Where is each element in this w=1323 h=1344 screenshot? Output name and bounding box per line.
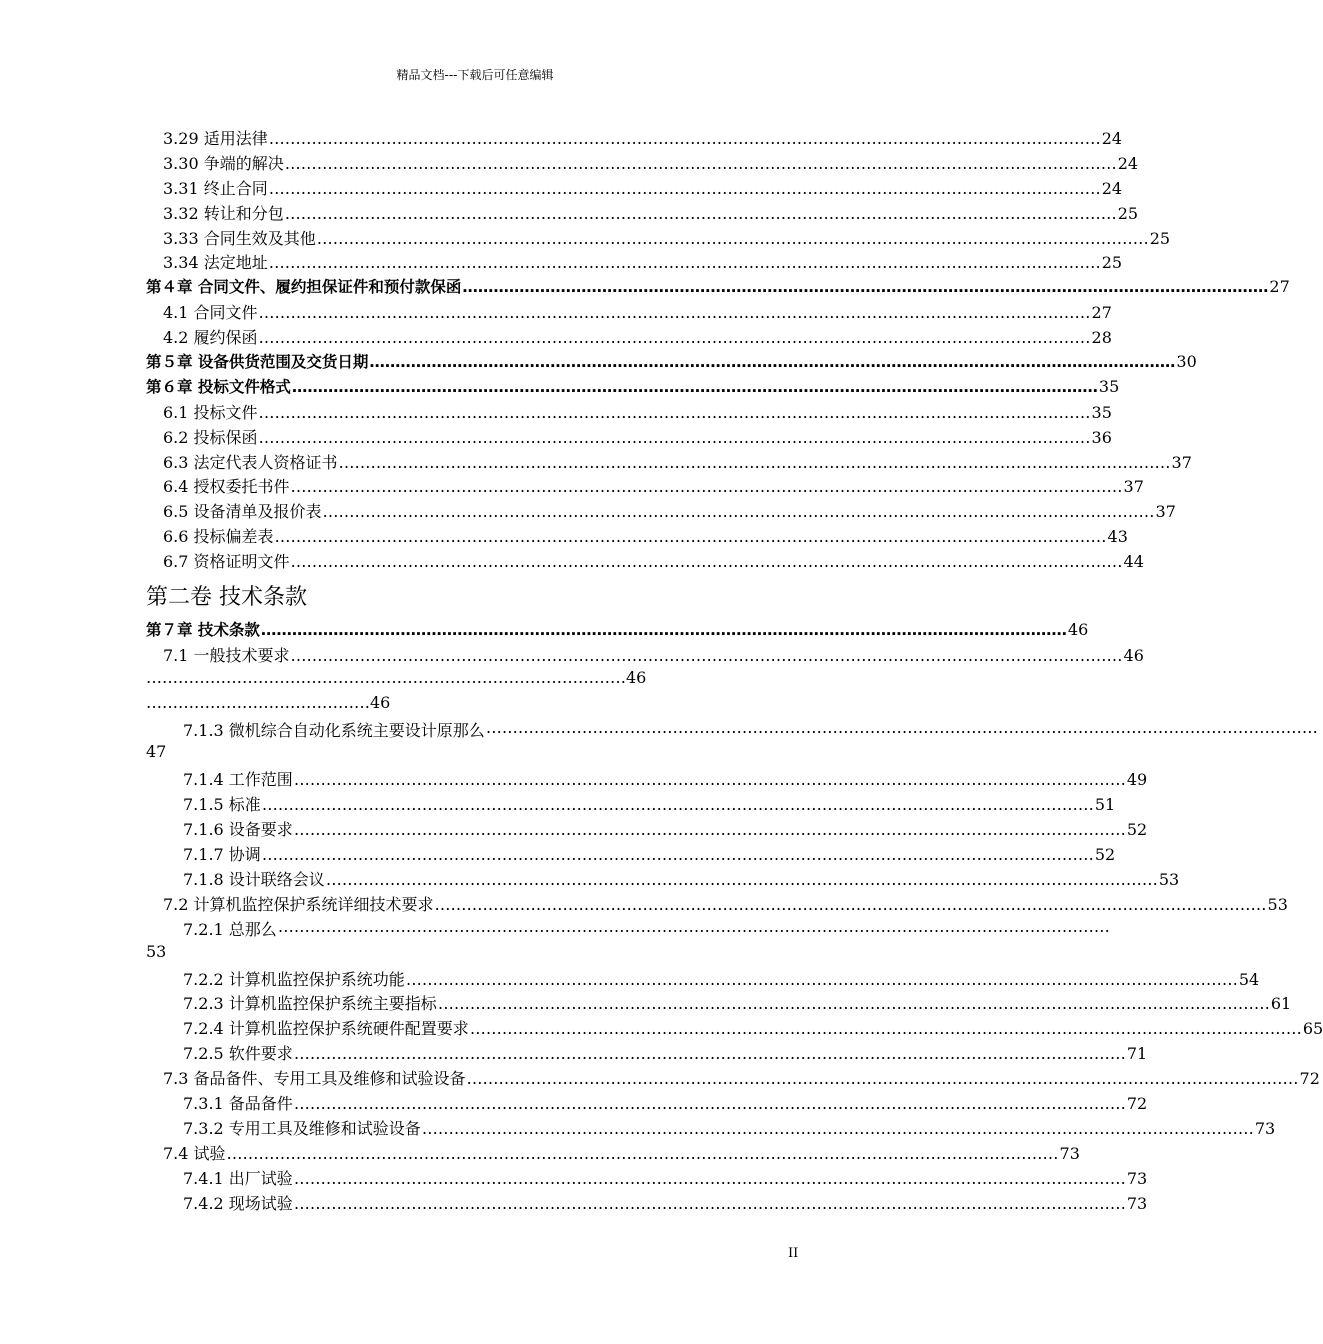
toc-page-number: 44 (1123, 552, 1144, 572)
toc-leader: ………………………………………………………………………………………………………………………………………… (284, 153, 1117, 173)
toc-page-number: 30 (1176, 352, 1197, 372)
toc-leader: ………………………………………………………………………………………………………………………………………… (293, 820, 1126, 840)
toc-page-number: 73 (1059, 1143, 1080, 1163)
toc-entry[interactable] (146, 643, 1144, 668)
page-header: 精品文档---下载后可任意编辑 (396, 68, 554, 82)
toc-leader: ………………………………………………………………………………………………………………………………………… (293, 1168, 1126, 1188)
toc-label: 6.5 设备清单及报价表 (163, 502, 322, 522)
toc-label: 7.4.2 现场试验 (183, 1193, 293, 1213)
toc-label: 3.31 终止合同 (163, 178, 268, 198)
toc-leader: ………………………………………………………………………………………………………………………………………… (268, 178, 1101, 198)
toc-orphan-line (146, 693, 806, 718)
toc-entry[interactable] (146, 250, 1123, 275)
toc-leader: ………………………………………………………………………………………………………………………………………… (405, 969, 1238, 989)
toc-label: 3.34 法定地址 (163, 253, 268, 273)
toc-page-number: 53 (1267, 894, 1288, 914)
toc-leader: ………………………………………………………………………………………………………………………………………… (277, 916, 1110, 936)
page-number-footer: II (788, 1246, 799, 1261)
toc-entry[interactable] (146, 842, 1116, 867)
toc-page-number: 36 (1091, 427, 1112, 447)
toc-label: 7.1.3 微机综合自动化系统主要设计原那么 (183, 720, 485, 740)
toc-leader: ………………………………………………………………………………………………………………………………………… (469, 1019, 1302, 1039)
toc-leader: ………………………………………………………………………………………………………………………………………… (325, 869, 1158, 889)
toc-label: 4.2 履约保函 (163, 328, 258, 348)
toc-orphan-line (146, 668, 806, 693)
toc-leader: ………………………………………………………………………………………………………………………………………… (293, 1193, 1126, 1213)
toc-page-number: 28 (1091, 328, 1112, 348)
toc-label: 7.1 一般技术要求 (163, 645, 290, 665)
toc-label: 第４章 合同文件、履约担保证件和预付款保函 (146, 278, 462, 297)
toc-entry[interactable] (146, 450, 1192, 475)
toc-leader: ………………………………………………………………………………………………………………………………………… (369, 353, 1176, 372)
toc-leader: ………………………………………………………………………………………………………………………………………… (261, 795, 1094, 815)
toc-label: 7.2.5 软件要求 (183, 1044, 293, 1064)
toc-page-number: 46 (370, 692, 391, 712)
toc-entry[interactable] (146, 400, 1112, 425)
toc-leader: ………………………………………………………………………………………………………………………………………… (293, 1093, 1126, 1113)
toc-entry[interactable] (146, 474, 1144, 499)
toc-page-number: 25 (1117, 203, 1139, 223)
toc-page-number: 37 (1171, 452, 1192, 472)
toc-leader: ………………………………………………………………………………………………………………………………………… (316, 228, 1149, 248)
toc-page-number: 73 (1254, 1118, 1276, 1138)
toc-leader: ………………………………………………………………………………………………………………………………………… (284, 203, 1117, 223)
toc-entry[interactable] (146, 350, 1197, 375)
toc-page-number: 27 (1091, 303, 1112, 323)
toc-page-number: 35 (1098, 376, 1120, 396)
volume-title: 第二卷 技术条款 (146, 585, 307, 611)
toc-page-number: 37 (1123, 477, 1144, 497)
toc-label: 7.1.8 设计联络会议 (183, 869, 325, 889)
toc-page-number: 65 (1302, 1019, 1323, 1039)
toc-page-number: 25 (1101, 253, 1123, 273)
toc-page-number: 35 (1091, 402, 1112, 422)
toc-page-number: 53 (146, 941, 167, 961)
toc-page-number: 46 (1123, 645, 1144, 665)
toc-entry[interactable] (146, 176, 1123, 201)
toc-leader: ………………………………………………………………………………………………………………………………………… (258, 303, 1091, 323)
toc-page-number: 72 (1126, 1093, 1148, 1113)
toc-label: 7.4 试验 (163, 1143, 226, 1163)
toc-leader: ………………………………………………………………………………………………………………………………………… (338, 452, 1171, 472)
toc-leader: ………………………………………………………………………………………………………………………………………… (290, 645, 1123, 665)
toc-entry[interactable] (146, 892, 1288, 917)
toc-label: 6.6 投标偏差表 (163, 527, 274, 547)
toc-page-number: 49 (1126, 770, 1148, 790)
toc-label: 7.1.6 设备要求 (183, 820, 293, 840)
toc-label: 7.3.2 专用工具及维修和试验设备 (183, 1118, 421, 1138)
toc-page-number: 51 (1094, 795, 1116, 815)
table-of-contents (146, 126, 1323, 1215)
toc-entry[interactable] (146, 226, 1171, 251)
toc-entry[interactable] (146, 767, 1148, 792)
toc-label: 第６章 投标文件格式 (146, 377, 291, 396)
toc-leader: ………………………………………………………………………………………………………………………………………… (290, 552, 1123, 572)
toc-entry[interactable] (146, 201, 1139, 226)
toc-entry[interactable] (146, 151, 1139, 176)
toc-label: 3.33 合同生效及其他 (163, 228, 316, 248)
toc-page-number: 53 (1158, 869, 1180, 889)
toc-label: 6.3 法定代表人资格证书 (163, 452, 338, 472)
toc-leader: ………………………………………………………………………………………………………………………………………… (291, 377, 1098, 396)
toc-page-number: 52 (1126, 820, 1148, 840)
toc-page-number: 47 (146, 742, 167, 762)
toc-entry[interactable] (146, 425, 1112, 450)
toc-entry[interactable] (146, 618, 1089, 643)
toc-leader: ………………………………………………………………………………………………………………………………………… (258, 328, 1091, 348)
toc-leader: ………………………………………………………………………………………………………………………………………… (268, 253, 1101, 273)
toc-entry[interactable] (146, 1016, 1323, 1041)
toc-label: 6.1 投标文件 (163, 402, 258, 422)
toc-label: 7.3.1 备品备件 (183, 1093, 293, 1113)
toc-entry[interactable] (146, 549, 1144, 574)
toc-leader: ………………………………………………………………………………………………………………………………………… (261, 845, 1094, 865)
toc-entry[interactable] (146, 1166, 1148, 1191)
toc-leader: ………………………………………………………………………………………………………………………………………… (290, 477, 1123, 497)
toc-page-number: 24 (1101, 178, 1123, 198)
toc-group-4 (146, 967, 1323, 1216)
toc-page-number: 73 (1126, 1168, 1148, 1188)
toc-entry[interactable] (146, 300, 1112, 325)
toc-entry[interactable] (146, 1066, 1320, 1091)
toc-leader: ……………………………………………………………………………… (146, 667, 626, 687)
toc-entry[interactable] (146, 375, 1120, 400)
toc-entry[interactable] (146, 275, 1290, 300)
toc-label: 7.2.2 计算机监控保护系统功能 (183, 969, 405, 989)
toc-leader: ………………………………………………………………………………………………………………………………………… (274, 527, 1107, 547)
toc-leader: ………………………………………………………………………………………………………………………………………… (260, 621, 1067, 640)
toc-entry[interactable] (146, 792, 1116, 817)
toc-page-number: 25 (1149, 228, 1171, 248)
toc-leader: …………………………………… (146, 692, 370, 712)
toc-label: 3.29 适用法律 (163, 129, 268, 148)
toc-label: 7.2 计算机监控保护系统详细技术要求 (163, 894, 434, 914)
toc-leader: ………………………………………………………………………………………………………………………………………… (322, 502, 1155, 522)
toc-entry[interactable] (146, 867, 1180, 892)
toc-leader: ………………………………………………………………………………………………………………………………………… (485, 717, 1318, 737)
toc-leader: ………………………………………………………………………………………………………………………………………… (293, 1044, 1126, 1064)
toc-entry[interactable] (146, 499, 1176, 524)
toc-label: 6.4 授权委托书件 (163, 477, 290, 497)
toc-page-number: 52 (1094, 845, 1116, 865)
toc-page-number: 46 (1067, 620, 1089, 640)
toc-page-number: 72 (1299, 1069, 1320, 1089)
toc-leader: ………………………………………………………………………………………………………………………………………… (434, 894, 1267, 914)
toc-leader: ………………………………………………………………………………………………………………………………………… (421, 1118, 1254, 1138)
toc-label: 7.1.4 工作范围 (183, 770, 293, 790)
toc-page-number: 43 (1107, 527, 1128, 547)
toc-label: 7.2.1 总那么 (183, 919, 277, 939)
toc-entry-wrapped[interactable] (146, 916, 1110, 942)
toc-page-number: 46 (626, 667, 647, 687)
toc-label: 第５章 设备供货范围及交货日期 (146, 353, 369, 372)
toc-label: 3.30 争端的解决 (163, 153, 284, 173)
toc-entry[interactable] (146, 967, 1260, 992)
toc-page-number: 73 (1126, 1193, 1148, 1213)
toc-leader: ………………………………………………………………………………………………………………………………………… (293, 770, 1126, 790)
toc-group-3 (146, 767, 1288, 916)
toc-leader: ………………………………………………………………………………………………………………………………………… (437, 994, 1270, 1014)
toc-label: 7.3 备品备件、专用工具及维修和试验设备 (163, 1069, 466, 1089)
toc-page-number: 71 (1126, 1044, 1148, 1064)
toc-entry[interactable] (146, 817, 1148, 842)
toc-page-number: 27 (1269, 277, 1290, 297)
toc-page-number: 24 (1117, 153, 1139, 173)
toc-entry[interactable] (146, 325, 1112, 350)
toc-entry[interactable] (146, 1091, 1148, 1116)
toc-leader: ………………………………………………………………………………………………………………………………………… (258, 402, 1091, 422)
toc-page-number: 37 (1155, 502, 1176, 522)
toc-leader: ………………………………………………………………………………………………………………………………………… (268, 129, 1101, 148)
toc-entry[interactable] (146, 1191, 1148, 1216)
toc-label: 3.32 转让和分包 (163, 203, 284, 223)
toc-label: 7.4.1 出厂试验 (183, 1168, 293, 1188)
toc-page-number: 61 (1270, 994, 1292, 1014)
toc-leader: ………………………………………………………………………………………………………………………………………… (258, 427, 1091, 447)
toc-label: 7.2.3 计算机监控保护系统主要指标 (183, 994, 437, 1014)
toc-leader: ………………………………………………………………………………………………………………………………………… (466, 1069, 1299, 1089)
toc-entry[interactable] (146, 524, 1128, 549)
toc-page-number: 24 (1101, 129, 1123, 148)
toc-entry[interactable] (146, 1041, 1148, 1066)
toc-label: 7.1.7 协调 (183, 845, 261, 865)
toc-entry-wrapped[interactable] (146, 717, 1318, 743)
toc-group-2 (146, 618, 1144, 668)
toc-leader: ………………………………………………………………………………………………………………………………………… (462, 278, 1269, 297)
toc-entry[interactable] (146, 1141, 1080, 1166)
toc-entry[interactable] (146, 991, 1292, 1016)
toc-page-number: 54 (1238, 969, 1260, 989)
toc-label: 7.2.4 计算机监控保护系统硬件配置要求 (183, 1019, 469, 1039)
toc-label: 第７章 技术条款 (146, 621, 260, 640)
toc-label: 6.7 资格证明文件 (163, 552, 290, 572)
toc-entry[interactable] (146, 126, 1123, 151)
toc-label: 7.1.5 标准 (183, 795, 261, 815)
toc-label: 6.2 投标保函 (163, 427, 258, 447)
toc-entry[interactable] (146, 1116, 1276, 1141)
toc-leader: ………………………………………………………………………………………………………………………………………… (226, 1143, 1059, 1163)
toc-group-1 (146, 126, 1290, 574)
toc-label: 4.1 合同文件 (163, 303, 258, 323)
